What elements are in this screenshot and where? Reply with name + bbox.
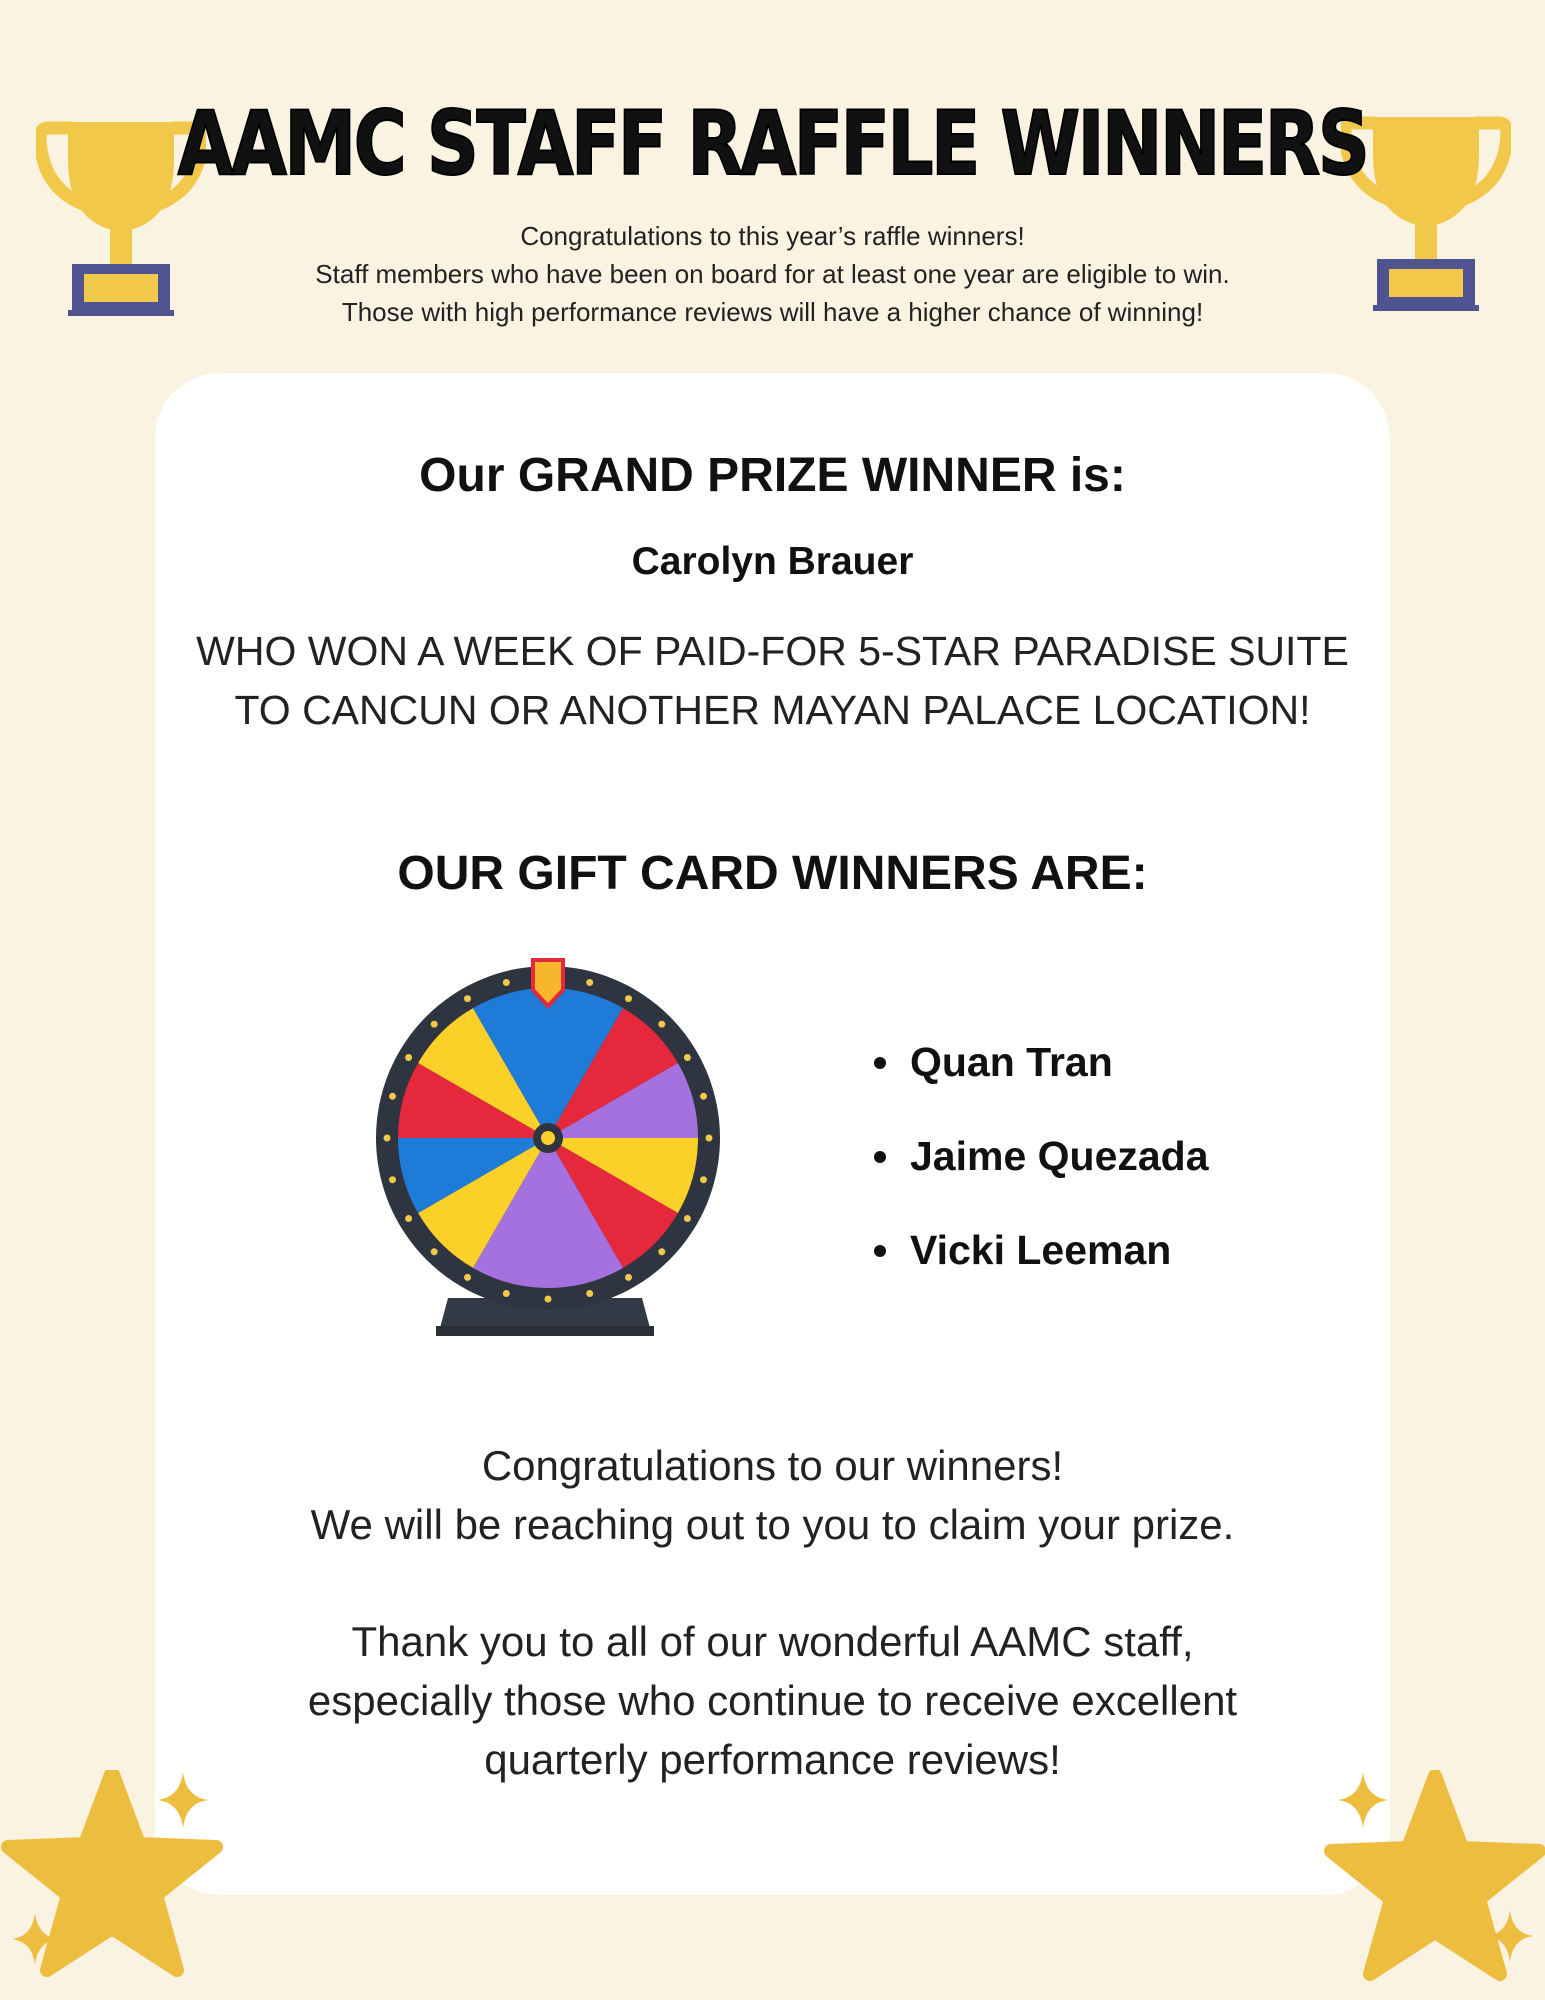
description-line: WHO WON A WEEK OF PAID-FOR 5-STAR PARADISE SUITE [196, 628, 1349, 674]
winner-name: Quan Tran [910, 1039, 1113, 1085]
grand-prize-winner: Carolyn Brauer [631, 540, 914, 583]
list-item [870, 1124, 1209, 1218]
closing-line: especially those who continue to receive excellent [307, 1677, 1238, 1724]
intro-line: Congratulations to this year’s raffle winners! [520, 221, 1025, 251]
winner-name: Vicki Leeman [910, 1227, 1172, 1273]
closing-line: We will be reaching out to you to claim your prize. [310, 1501, 1235, 1548]
list-item [870, 1218, 1209, 1312]
prize-wheel-icon [370, 950, 720, 1370]
description-line: TO CANCUN OR ANOTHER MAYAN PALACE LOCATION! [234, 687, 1311, 733]
closing-line: Thank you to all of our wonderful AAMC staff, [351, 1618, 1194, 1665]
gift-card-winners-list [870, 1030, 1209, 1312]
page-title: AAMC STAFF RAFFLE WINNERS [177, 92, 1368, 195]
gift-card-heading: OUR GIFT CARD WINNERS ARE: [397, 847, 1148, 900]
bullet-icon [874, 1245, 886, 1257]
closing-line: Congratulations to our winners! [481, 1442, 1064, 1489]
sparkle-icon [1338, 1772, 1388, 1828]
list-item [870, 1030, 1209, 1124]
intro-text [0, 217, 1545, 331]
closing-congrats [0, 1436, 1545, 1554]
bullet-icon [874, 1057, 886, 1069]
intro-line: Those with high performance reviews will have a higher chance of winning! [341, 297, 1204, 327]
sparkle-icon [1487, 1910, 1533, 1962]
closing-line: quarterly performance reviews! [484, 1736, 1061, 1783]
grand-prize-description [0, 622, 1545, 740]
winner-name: Jaime Quezada [910, 1133, 1209, 1179]
intro-line: Staff members who have been on board for at least one year are eligible to win. [315, 259, 1230, 289]
closing-thanks [0, 1612, 1545, 1789]
grand-prize-heading: Our GRAND PRIZE WINNER is: [419, 449, 1126, 502]
sparkle-icon [12, 1913, 58, 1965]
bullet-icon [874, 1151, 886, 1163]
sparkle-icon [158, 1772, 208, 1828]
